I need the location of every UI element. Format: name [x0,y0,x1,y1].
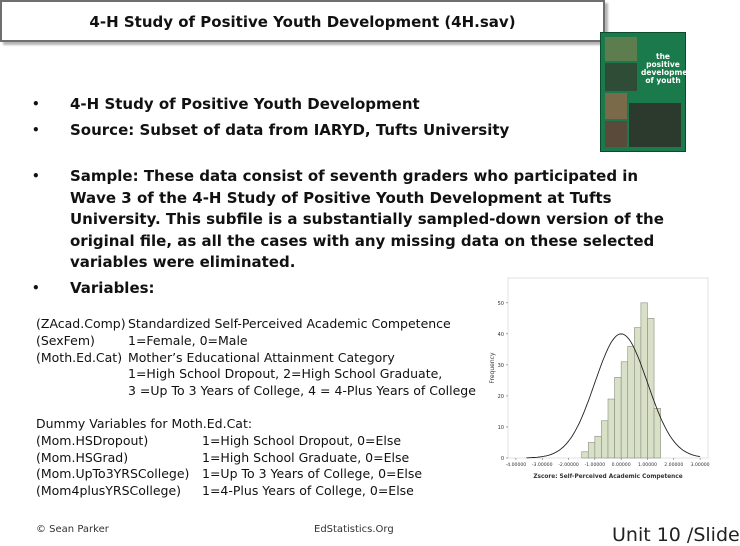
dummy-name: (Mom.UpTo3YRSCollege) [36,466,190,482]
histogram-bar [647,318,654,458]
variable-name: (SexFem) [36,332,95,348]
histogram-bar [608,399,615,458]
slide-title: 4-H Study of Positive Youth Development (4H.sav) [89,13,516,31]
histogram-bar [595,436,602,458]
cover-title [641,52,697,85]
histogram-bar [588,442,595,458]
x-tick-label: -4.00000 [505,463,527,468]
histogram-bar [634,328,641,458]
histogram-bar [621,362,628,458]
x-tick-label: 1.00000 [637,463,657,468]
y-tick-label: 40 [497,331,504,338]
x-tick-label: 3.00000 [690,463,710,468]
variable-desc: 3 =Up To 3 Years of College, 4 = 4-Plus Years of College [128,383,476,399]
bullet-dot: • [32,123,40,137]
dummy-desc: 1=High School Dropout, 0=Else [202,432,402,448]
y-tick-label: 50 [497,300,504,307]
cover-line: the positive [646,52,680,69]
x-tick-label: -2.00000 [558,463,579,468]
footer-site: EdStatistics.Org [314,524,394,535]
dummy-name: (Mom.HSDropout) [36,432,149,448]
histogram-bar [628,346,635,458]
cover-photo [605,37,637,61]
dummy-desc: 1=Up To 3 Years of College, 0=Else [202,466,423,482]
book-cover-image [600,32,697,152]
bullet-dot: • [32,281,40,295]
y-tick-label: 10 [497,424,504,431]
y-tick-label: 0 [500,456,504,462]
x-tick-label: -3.00000 [531,463,553,468]
x-tick-label: 0.00000 [611,463,631,468]
histogram-bar [582,452,589,458]
histogram-chart [486,268,718,490]
y-axis-label: Frequency [489,352,496,384]
y-tick-label: 20 [497,393,504,400]
variable-name: (Moth.Ed.Cat) [36,349,123,365]
cover-photo [629,103,681,147]
footer-copyright: © Sean Parker [36,524,109,535]
cover-photo [605,121,627,147]
title-box [0,0,605,42]
bullet-line: original file, as all the cases with any missing data on these selected [70,231,655,250]
x-tick-label: -1.00000 [584,463,606,468]
variable-desc: 1=High School Dropout, 2=High School Graduate, [128,366,443,382]
cover-line: development [641,68,697,77]
bullet-text: 4-H Study of Positive Youth Development [70,95,420,113]
bullet-line: Wave 3 of the 4-H Study of Positive Youth Development at Tufts [70,188,612,207]
histogram-bar [601,421,608,458]
bullet-dot: • [32,169,40,183]
bullet-text: Source: Subset of data from IARYD, Tufts University [70,121,510,139]
variable-desc: 1=Female, 0=Male [128,332,248,348]
dummy-desc: 1=High School Graduate, 0=Else [202,449,410,465]
x-axis-label: Zscore: Self-Perceived Academic Competence [533,474,683,480]
histogram-bar [615,377,622,458]
bullet-text: Variables: [70,279,155,297]
cover-photo [605,93,627,119]
footer-slide-number: Unit 10 /Slide [612,524,740,546]
x-tick-label: 2.00000 [664,463,684,468]
bullet-line: University. This subfile is a substantially sampled-down version of the [70,210,664,228]
bullet-dot: • [32,97,40,111]
y-tick-label: 30 [497,362,504,369]
dummy-name: (Mom.HSGrad) [36,449,129,465]
variable-desc: Standardized Self-Perceived Academic Competence [128,316,451,331]
dummy-heading-text: Dummy Variables for Moth.Ed.Cat: [36,416,253,431]
variable-name: (ZAcad.Comp) [36,316,126,331]
bullet-line: variables were eliminated. [70,253,296,271]
bullet-line: Sample: These data consist of seventh graders who participated in [70,167,639,185]
variable-desc: Mother’s Educational Attainment Category [128,349,395,365]
dummy-name: (Mom4plusYRSCollege) [36,483,182,499]
cover-photo [605,63,637,91]
bullet-text [70,166,664,274]
cover-line: of youth [645,76,681,85]
dummy-desc: 1=4-Plus Years of College, 0=Else [202,483,414,499]
